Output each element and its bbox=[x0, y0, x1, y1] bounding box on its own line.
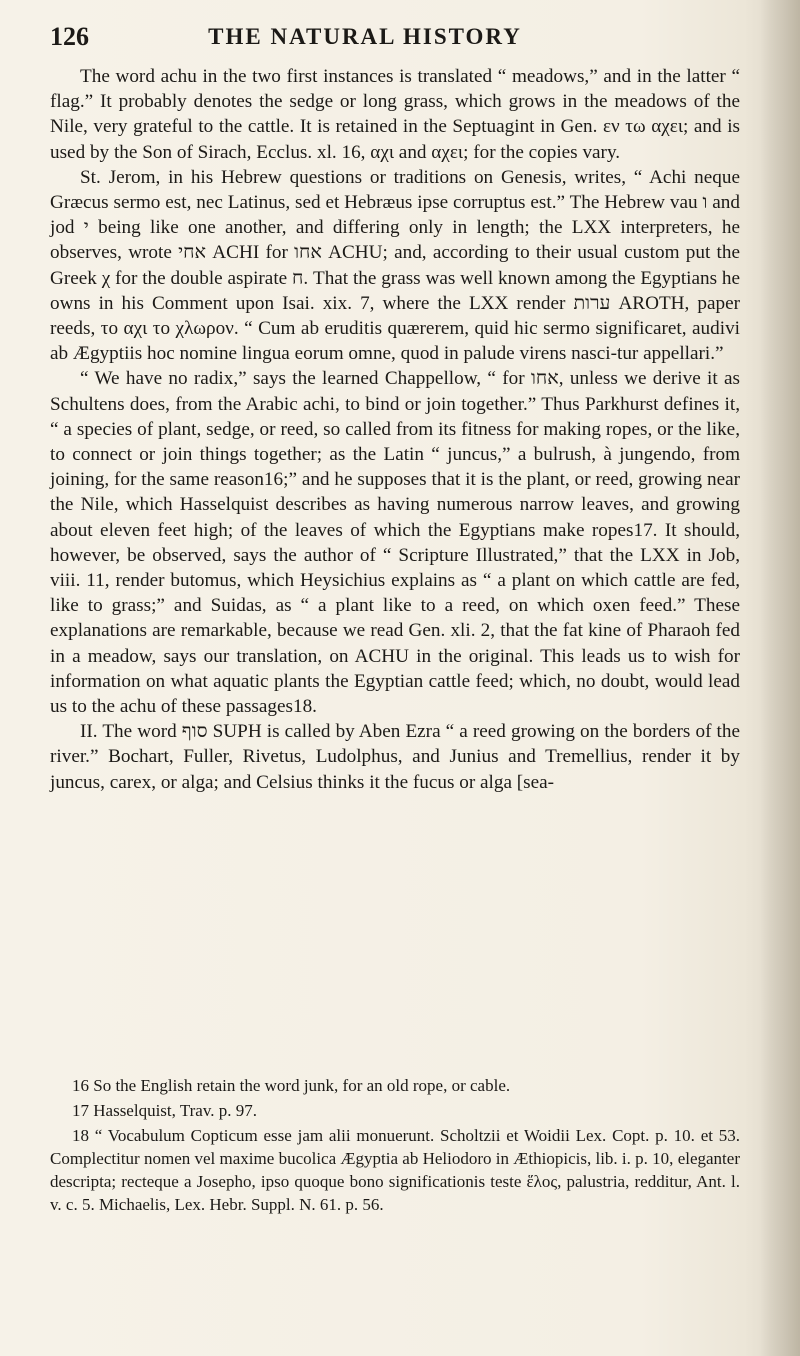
paragraph: The word achu in the two first instances is translated “ meadows,” and in the latter “ flag.” It probably denotes the sedge or long grass, which grows in the meadows of the Nile, very grateful to the cattle. It is retained in the Septuagint in Gen. εν τω αχει; and is used by the Son of Sirach, Ecclus. xl. 16, αχι and αχει; for the copies vary. bbox=[50, 66, 740, 163]
page-header bbox=[50, 22, 740, 54]
paragraph: II. The word סוף SUPH is called by Aben Ezra “ a reed growing on the borders of the river.” Bochart, Fuller, Rivetus, Ludolphus, and Junius and Tremellius, render it by juncus, carex, or alga; and Celsius thinks it the fucus or alga [sea- bbox=[50, 721, 741, 793]
body-text bbox=[50, 64, 740, 795]
page-edge-shadow bbox=[760, 0, 800, 1356]
footnote: 18 “ Vocabulum Copticum esse jam alii monuerunt. Scholtzii et Woidii Lex. Copt. p. 10. et 53. Complectitur nomen vel maxime bucolica Ægyptia ab Heliodoro in Æthiopicis, lib. i. p. 10, eleganter descripta; recteque a Josepho, ipso quoque bono significationis teste ἕλος, palustria, redditur, Ant. l. v. c. 5. Michaelis, Lex. Hebr. Suppl. N. 61. p. 56. bbox=[50, 1126, 740, 1214]
paragraph: “ We have no radix,” says the learned Chappellow, “ for אחו, unless we derive it as Schultens does, from the Arabic achi, to bind or join together.” Thus Parkhurst defines it, “ a species of plant, sedge, or reed, so called from its fitness for making ropes, or the like, to connect or join things together; as the Latin “ juncus,” a bulrush, à jungendo, from joining, for the same reason16;” and he supposes that it is the plant, or reed, growing near the Nile, which Hasselquist describes as having numerous narrow leaves, and growing about eleven feet high; of the leaves of which the Egyptians make ropes17. It should, however, be observed, says the author of “ Scripture Illustrated,” that the LXX in Job, viii. 11, render butomus, which Heysichius explains as “ a plant on which cattle are fed, like to grass;” and Suidas, as “ a plant like to a reed, on which oxen feed.” These explanations are remarkable, because we read Gen. xli. 2, that the fat kine of Pharaoh fed in a meadow, says our translation, on ACHU in the original. This leads us to wish for information on what aquatic plants the Egyptian cattle feed; which, no doubt, would lead us to the achu of these passages18. bbox=[50, 368, 740, 718]
footnote: 17 Hasselquist, Trav. p. 97. bbox=[72, 1101, 257, 1120]
footnote: 16 So the English retain the word junk, for an old rope, or cable. bbox=[72, 1076, 511, 1095]
paragraph: St. Jerom, in his Hebrew questions or traditions on Genesis, writes, “ Achi neque Græcus sermo est, nec Latinus, sed et Hebræus ipse corruptus est.” The Hebrew vau ו and jod י being like one another, and differing only in length; the LXX interpreters, he observes, wrote אחי ACHI for אחו ACHU; and, according to their usual custom put the Greek χ for the double aspirate ח. That the grass was well known among the Egyptians he owns in his Comment upon Isai. xix. 7, where the LXX render ערות AROTH, paper reeds, το αχι το χλωρον. “ Cum ab eruditis quærerem, quid hic sermo significaret, audivi ab Ægyptiis hoc nomine lingua eorum omne, quod in palude virens nasci-tur appellari.” bbox=[50, 166, 740, 365]
page-number: 126 bbox=[50, 22, 89, 51]
running-title: THE NATURAL HISTORY bbox=[208, 24, 522, 49]
footnotes bbox=[50, 1074, 740, 1218]
